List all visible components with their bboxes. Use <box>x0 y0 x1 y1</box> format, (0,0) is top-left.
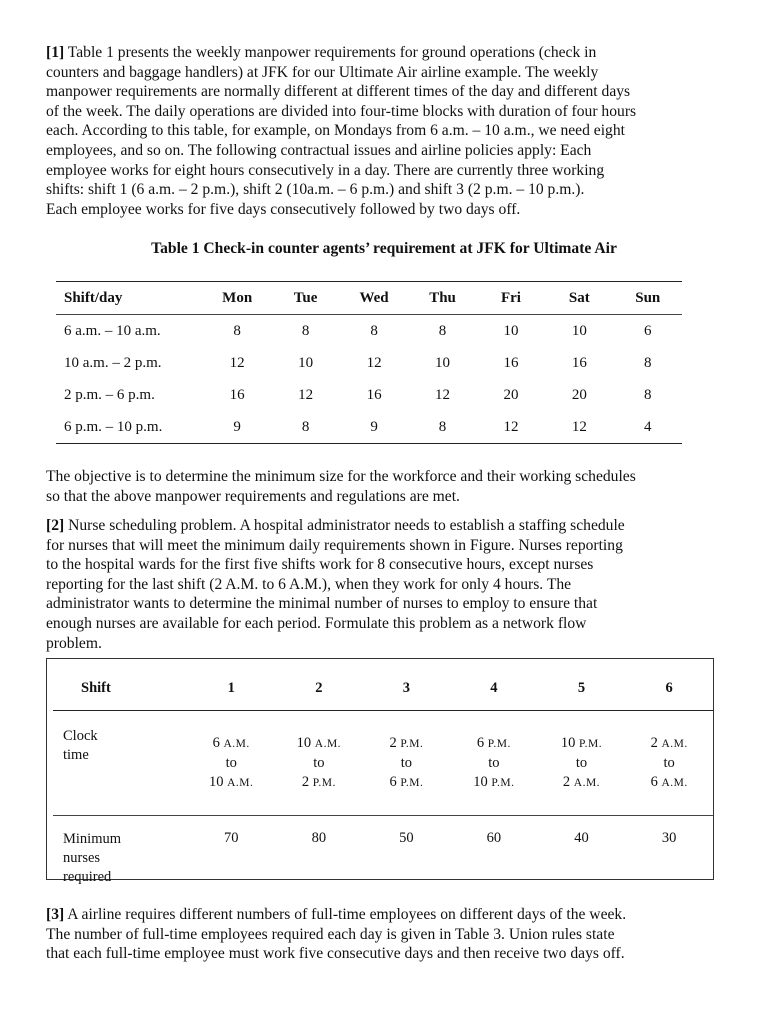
table-cell: 10 <box>435 354 451 371</box>
clock-label-line: Clock <box>63 728 98 744</box>
paragraph-1-line: employees, and so on. The following contractual issues and airline policies apply: Each <box>46 141 592 159</box>
table-cell: 16 <box>229 386 245 403</box>
table-cell: 10 <box>571 322 587 339</box>
clock-start: 10 <box>296 734 315 751</box>
clock-time-cell <box>187 711 275 816</box>
paragraph-2-line: administrator wants to determine the minimal number of nurses to employ to ensure that <box>46 595 598 613</box>
paragraph-2-line: Nurse scheduling problem. A hospital administrator needs to establish a staffing schedule <box>64 517 625 534</box>
objective-line: The objective is to determine the minimum size for the workforce and their working schedules <box>46 468 636 485</box>
minimum-nurses-cell: 40 <box>574 830 589 846</box>
clock-end: 2 <box>301 773 313 790</box>
table-1-header-cell: Fri <box>477 282 545 315</box>
objective-paragraph <box>46 467 722 506</box>
clock-start-suffix: P.M. <box>400 737 424 750</box>
clock-end: 6 <box>389 773 401 790</box>
clock-start: 6 <box>476 734 488 751</box>
paragraph-2 <box>46 516 722 653</box>
table-cell: 10 <box>503 322 519 339</box>
paragraph-1-line: manpower requirements are normally different at different times of the day and different days <box>46 83 631 101</box>
table-cell: 8 <box>370 322 378 339</box>
table-cell: 8 <box>438 418 447 435</box>
table-cell: 9 <box>233 418 241 435</box>
table-cell: 6 a.m. – 10 a.m. <box>64 322 161 339</box>
table-1-caption: Table 1 Check-in counter agents’ requirement at JFK for Ultimate Air <box>151 240 617 257</box>
table-cell: 4 <box>644 418 652 435</box>
table-cell: 2 p.m. – 6 p.m. <box>64 386 155 403</box>
paragraph-1-line: Each employee works for five days consecutively followed by two days off. <box>46 200 521 218</box>
shift-label: Shift <box>53 666 187 711</box>
table-row <box>56 411 682 444</box>
minimum-nurses-cell: 50 <box>399 830 414 846</box>
clock-start: 6 <box>212 734 224 751</box>
paragraph-3-line: The number of full-time employees required each day is given in Table 3. Union rules state <box>46 925 615 943</box>
table-1-header-cell: Wed <box>340 282 408 315</box>
shift-number: 5 <box>538 666 626 711</box>
paragraph-2-line: enough nurses are available for each period. Formulate this problem as a network flow <box>46 614 587 632</box>
clock-end-suffix: P.M. <box>400 776 424 789</box>
table-cell: 20 <box>503 386 519 403</box>
table-row <box>56 347 682 379</box>
table-cell: 16 <box>366 386 382 403</box>
table-cell: 8 <box>233 322 241 339</box>
table-cell: 6 p.m. – 10 p.m. <box>64 418 163 435</box>
paragraph-3-line: that each full-time employee must work five consecutive days and then receive two days off. <box>46 945 625 963</box>
clock-end: 2 <box>562 773 574 790</box>
minimum-label-line: nurses <box>63 850 101 866</box>
clock-time-label <box>53 711 187 816</box>
table-cell: 12 <box>298 386 314 403</box>
clock-time-row <box>53 711 713 816</box>
clock-end: 10 <box>209 773 228 790</box>
table-cell: 10 <box>298 354 314 371</box>
nurse-table-header-row <box>53 666 713 711</box>
minimum-nurses-label <box>53 816 187 911</box>
clock-to: to <box>575 754 588 771</box>
clock-end-suffix: A.M. <box>227 776 254 789</box>
paragraph-2-line: to the hospital wards for the first five shifts work for 8 consecutive hours, except nurses <box>46 556 594 574</box>
minimum-nurses-row <box>53 816 713 911</box>
table-1-header-cell: Tue <box>271 282 339 315</box>
table-1-header-cell: Shift/day <box>56 282 203 315</box>
paragraph-2-line: reporting for the last shift (2 A.M. to 6 A.M.), when they work for only 4 hours. The <box>46 575 572 593</box>
paragraph-3-line: A airline requires different numbers of full-time employees on different days of the week. <box>64 906 627 923</box>
table-cell: 9 <box>370 418 378 435</box>
shift-number: 6 <box>625 666 713 711</box>
table-1-header-cell: Sun <box>614 282 683 315</box>
table-cell: 6 <box>644 322 652 339</box>
table-row <box>56 379 682 411</box>
clock-end-suffix: A.M. <box>661 776 688 789</box>
table-cell: 16 <box>571 354 587 371</box>
paragraph-2-line: for nurses that will meet the minimum daily requirements shown in Figure. Nurses reporting <box>46 536 623 554</box>
clock-start: 2 <box>650 734 662 751</box>
clock-to: to <box>400 754 413 771</box>
clock-time-cell <box>450 711 537 816</box>
clock-end-suffix: P.M. <box>312 776 336 789</box>
nurse-shift-table <box>53 666 713 910</box>
shift-number: 3 <box>363 666 450 711</box>
table-cell: 12 <box>503 418 519 435</box>
paragraph-2-line: problem. <box>46 634 102 652</box>
table-cell: 12 <box>435 386 451 403</box>
clock-time-cell <box>625 711 713 816</box>
table-1-header-cell: Thu <box>408 282 476 315</box>
clock-end-suffix: A.M. <box>573 776 601 789</box>
table-1-header-cell: Mon <box>203 282 271 315</box>
table-cell: 12 <box>366 354 382 371</box>
table-cell: 8 <box>301 322 310 339</box>
clock-start-suffix: A.M. <box>314 737 342 750</box>
paragraph-1-line: counters and baggage handlers) at JFK for our Ultimate Air airline example. The weekly <box>46 63 599 81</box>
clock-start-suffix: A.M. <box>223 737 250 750</box>
paragraph-1-line: of the week. The daily operations are divided into four-time blocks with duration of four hours <box>46 102 637 120</box>
minimum-nurses-cell: 70 <box>223 830 239 846</box>
shift-number: 4 <box>450 666 537 711</box>
shift-number: 2 <box>275 666 363 711</box>
table-1 <box>56 281 682 444</box>
minimum-label-line: Minimum <box>63 831 122 847</box>
paragraph-1-line: Table 1 presents the weekly manpower requirements for ground operations (check in <box>64 44 597 61</box>
clock-time-cell <box>363 711 450 816</box>
table-cell: 12 <box>229 354 245 371</box>
paragraph-1-line: employee works for eight hours consecutively in a day. There are currently three working <box>46 161 605 179</box>
clock-to: to <box>225 754 237 771</box>
table-cell: 16 <box>503 354 519 371</box>
clock-to: to <box>313 754 325 771</box>
paragraph-1-marker: [1] <box>46 44 65 61</box>
clock-to: to <box>488 754 500 771</box>
shift-number: 1 <box>187 666 275 711</box>
clock-start-suffix: P.M. <box>578 737 603 750</box>
clock-end: 6 <box>650 773 662 790</box>
table-cell: 8 <box>644 354 652 371</box>
clock-start: 10 <box>560 734 579 751</box>
table-cell: 8 <box>438 322 447 339</box>
paragraph-1-line: shifts: shift 1 (6 a.m. – 2 p.m.), shift 2 (10a.m. – 6 p.m.) and shift 3 (2 p.m. – 10 p.m.). <box>46 181 585 199</box>
objective-line: so that the above manpower requirements and regulations are met. <box>46 487 460 505</box>
clock-label-line: time <box>63 747 89 763</box>
table-1-header-row <box>56 282 682 315</box>
minimum-nurses-cell: 80 <box>311 830 327 846</box>
minimum-nurses-cell: 60 <box>486 830 502 846</box>
clock-start-suffix: P.M. <box>487 737 511 750</box>
clock-to: to <box>663 754 675 771</box>
minimum-label-line: required <box>63 869 112 885</box>
table-row <box>56 315 682 348</box>
paragraph-3-marker: [3] <box>46 906 65 923</box>
clock-start-suffix: A.M. <box>661 737 688 750</box>
clock-end: 10 <box>473 773 492 790</box>
clock-start: 2 <box>389 734 401 751</box>
table-cell: 12 <box>571 418 587 435</box>
table-cell: 10 a.m. – 2 p.m. <box>64 354 162 371</box>
table-cell: 20 <box>571 386 587 403</box>
clock-time-cell <box>275 711 363 816</box>
paragraph-1-line: each. According to this table, for example, on Mondays from 6 a.m. – 10 a.m., we need eight <box>46 122 625 140</box>
table-1-header-cell: Sat <box>545 282 613 315</box>
paragraph-3 <box>46 905 722 964</box>
table-cell: 8 <box>301 418 310 435</box>
table-cell: 8 <box>644 386 652 403</box>
clock-end-suffix: P.M. <box>491 776 515 789</box>
minimum-nurses-cell: 30 <box>661 830 677 846</box>
paragraph-1 <box>46 43 722 219</box>
clock-time-cell <box>538 711 626 816</box>
paragraph-2-marker: [2] <box>46 517 65 534</box>
